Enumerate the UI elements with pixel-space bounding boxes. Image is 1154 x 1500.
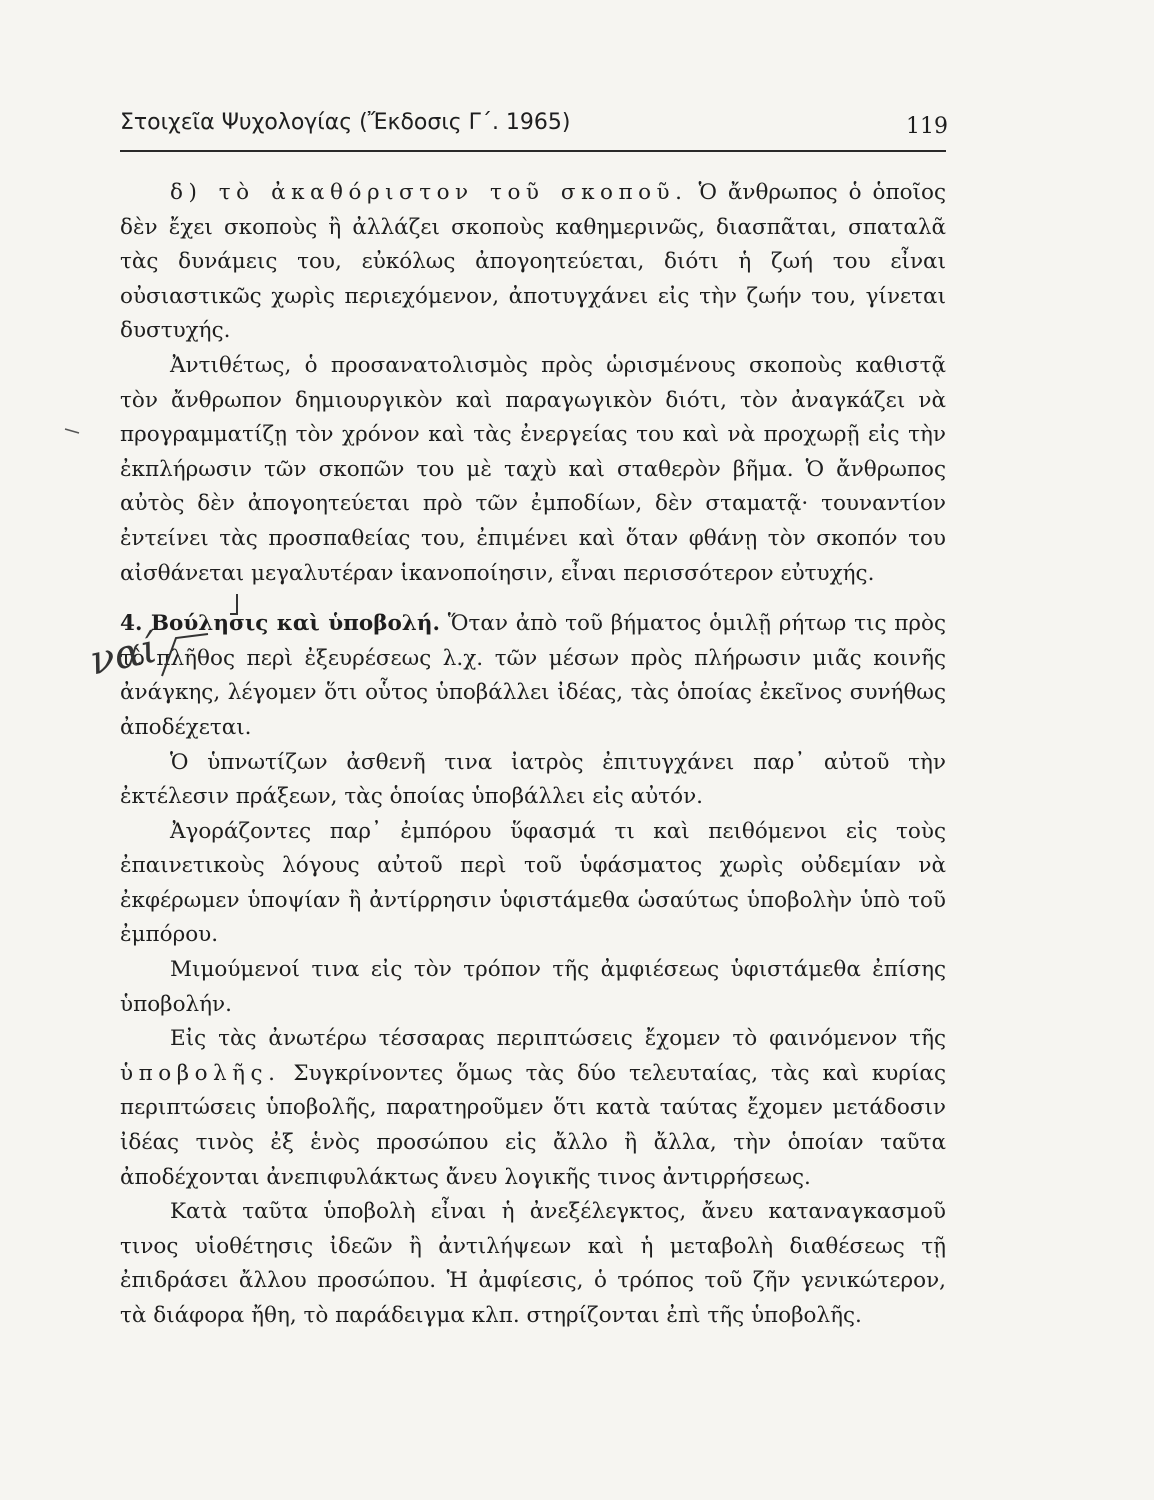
margin-tick-mark: [64, 428, 80, 434]
paragraph-imitation: Μιμούμενοί τινα εἰς τὸν τρόπον τῆς ἀμφιέσεως ὑφιστάμεθα ἐπίσης ὑποβολήν.: [120, 957, 946, 1017]
paragraph-definition: Κατὰ ταῦτα ὑποβολὴ εἶναι ἡ ἀνεξέλεγκτος, ἄνευ καταναγκασμοῦ τινος υἱοθέτησις ἰδεῶν ἢ ἀντιλήψεων καὶ ἡ μεταβολὴ διαθέσεως τῇ ἐπιδράσει ἄλλου προσώπου. Ἡ ἀμφίεσις, ὁ τρόπος τοῦ ζῆν γενικώτερον, τὰ διάφορα ἤθη, τὸ παράδειγμα κλπ. στηρίζονται ἐπὶ τῆς ὑποβολῆς.: [120, 1199, 946, 1328]
section-heading: 4. Βούλησις καὶ ὑποβολή.: [120, 611, 441, 637]
spaced-phrase: δ) τὸ ἀκαθόριστον τοῦ σκοποῦ.: [170, 180, 688, 205]
header-rule: [120, 150, 946, 152]
handwritten-note: ναί: [85, 625, 162, 685]
paragraph-text: Εἰς τὰς ἀνωτέρω τέσσαρας περιπτώσεις ἔχομεν τὸ φαινόμενον τῆς: [170, 1026, 946, 1052]
page-number: 119: [906, 114, 948, 139]
paragraph-purpose: [120, 176, 946, 349]
paragraph-text: Ὅταν ἀπὸ τοῦ βήματος ὁμιλῇ ρήτωρ τις πρὸς τὸ πλῆθος περὶ ἐξευρέσεως λ.χ. τῶν μέσων πρὸς πλήρωσιν μιᾶς κοινῆς ἀνάγκης, λέγομεν ὅτι οὗτος ὑποβάλλει ἰδέας, τὰς ὁποίας ἐκεῖνος συνήθως ἀποδέχεται.: [120, 611, 946, 740]
paragraph-section-4: [120, 607, 946, 745]
book-title: Στοιχεῖα Ψυχολογίας (Ἔκδοσις Γ΄. 1965): [120, 110, 571, 135]
handwritten-bracket: [120, 626, 210, 680]
running-header: [120, 110, 950, 146]
paragraph-contrary: Ἀντιθέτως, ὁ προσανατολισμὸς πρὸς ὡρισμένους σκοποὺς καθιστᾷ τὸν ἄνθρωπον δημιουργικὸν καὶ παραγωγικὸν διότι, τὸν ἀναγκάζει νὰ προγραμματίζῃ τὸν χρόνον καὶ τὰς ἐνεργείας του καὶ νὰ προχωρῇ εἰς τὴν ἐκπλήρωσιν τῶν σκοπῶν του μὲ ταχὺ καὶ σταθερὸν βῆμα. Ὁ ἄνθρωπος αὐτὸς δὲν ἀπογοητεύεται πρὸ τῶν ἐμποδίων, δὲν σταματᾷ· τουναντίον ἐντείνει τὰς προσπαθείας του, ἐπιμένει καὶ ὅταν φθάνῃ τὸν σκοπόν του αἰσθάνεται μεγαλυτέραν ἱκανοποίησιν, εἶναι περισσότερον εὐτυχής.: [120, 352, 946, 586]
section-gap: [120, 591, 946, 607]
paragraph-four-cases: [120, 1022, 946, 1195]
paragraph-hypnosis: Ὁ ὑπνωτίζων ἀσθενῆ τινα ἰατρὸς ἐπιτυγχάνει παρ᾿ αὐτοῦ τὴν ἐκτέλεσιν πράξεων, τὰς ὁποίας ὑποβάλλει εἰς αὐτόν.: [120, 749, 946, 810]
main-text: [120, 176, 946, 1334]
paragraph-text: Ὁ ἄνθρωπος ὁ ὁποῖος δὲν ἔχει σκοποὺς ἢ ἀλλάζει σκοποὺς καθημερινῶς, διασπᾶται, σπαταλᾶ τὰς δυνάμεις του, εὐκόλως ἀπογοητεύεται, διότι ἡ ζωή του εἶναι οὐσιαστικῶς χωρὶς περιεχόμενον, ἀποτυγχάνει εἰς τὴν ζωήν του, γίνεται δυστυχής.: [120, 180, 946, 344]
spaced-phrase: ὑποβολῆς.: [120, 1060, 281, 1086]
paragraph-text: Συγκρίνοντες ὅμως τὰς δύο τελευταίας, τὰς καὶ κυρίας περιπτώσεις ὑποβολῆς, παρατηροῦμεν ὅτι κατὰ ταύτας ἔχομεν μετάδοσιν ἰδέας τινὸς ἐξ ἑνὸς προσώπου εἰς ἄλλο ἢ ἄλλα, τὴν ὁποίαν ταῦτα ἀποδέχονται ἀνεπιφυλάκτως ἄνευ λογικῆς τινος ἀντιρρήσεως.: [120, 1060, 946, 1190]
handwritten-end-mark: [228, 592, 242, 618]
paragraph-merchant: Ἀγοράζοντες παρ᾿ ἐμπόρου ὕφασμά τι καὶ πειθόμενοι εἰς τοὺς ἐπαινετικοὺς λόγους αὐτοῦ περὶ τοῦ ὑφάσματος χωρὶς οὐδεμίαν νὰ ἐκφέρωμεν ὑποψίαν ἢ ἀντίρρησιν ὑφιστάμεθα ὡσαύτως ὑποβολὴν ὑπὸ τοῦ ἐμπόρου.: [120, 818, 946, 948]
